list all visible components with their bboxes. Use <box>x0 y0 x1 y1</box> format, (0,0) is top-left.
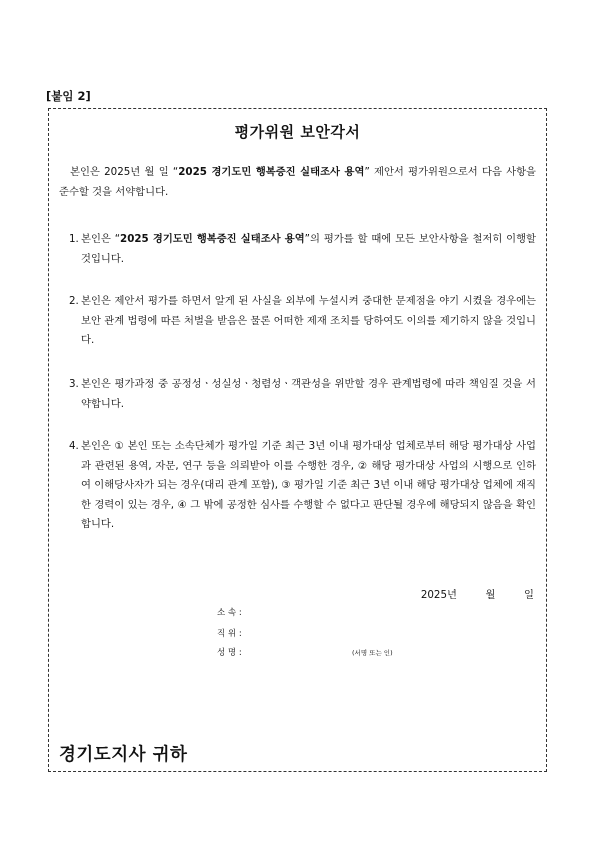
pledge-item-3 <box>69 375 536 414</box>
signature-name-label: 성 명 : <box>217 648 242 658</box>
signing-date <box>421 586 534 601</box>
signature-position-label: 직 위 : <box>217 629 242 639</box>
item-text: 본인은 제안서 평가를 하면서 알게 된 사실을 외부에 누설시켜 중대한 문제점을 야기 시켰을 경우에는 보안 관계 법령에 따른 처벌을 받음은 물론 어떠한 제재 조치를 당하여도 이의를 제기하지 않을 것입니다. <box>81 295 536 346</box>
pledge-item-4 <box>69 437 536 535</box>
item-text-pre: 본인은 “ <box>81 233 121 245</box>
item-number: 2. <box>69 295 79 307</box>
intro-post: ” 제안서 평가위원으로서 다음 사항을 준수할 것을 서약합니다. <box>59 166 536 198</box>
date-day: 일 <box>524 589 534 601</box>
date-month: 월 <box>485 589 496 601</box>
document-title: 평가위원 보안각서 <box>234 123 361 141</box>
pledge-form-frame <box>48 108 547 772</box>
item-number: 4. <box>69 440 79 452</box>
addressee: 경기도지사 귀하 <box>59 745 188 765</box>
intro-project-name: 2025 경기도민 행복증진 실태조사 용역 <box>178 166 365 178</box>
item-text: 본인은 ① 본인 또는 소속단체가 평가일 기준 최근 3년 이내 평가대상 업체로부터 해당 평가대상 사업과 관련된 용역, 자문, 연구 등을 의뢰받아 이를 수행한 경우, ② 해당 평가대상 사업의 시행으로 인하여 이해당사자가 되는 경우(대리 관계 포함), ③ 평가일 기준 최근 3년 이내 해당 평가대상 업체에 재직한 경력이 있는 경우, ④ 그 밖에 공정한 심사를 수행할 수 없다고 판단될 경우에 해당되지 않음을 확인합니다. <box>81 440 536 530</box>
pledge-item-2 <box>69 292 536 351</box>
intro-pre: 본인은 2025년 월 일 “ <box>70 166 179 178</box>
item-text: 본인은 평가과정 중 공정성ㆍ성실성ㆍ청렴성ㆍ객관성을 위반할 경우 관계법령에 따라 책임질 것을 서약합니다. <box>81 378 536 410</box>
item-project-name: 2025 경기도민 행복증진 실태조사 용역 <box>120 233 305 245</box>
attachment-label: [붙임 2] <box>46 89 91 103</box>
item-number: 3. <box>69 378 79 390</box>
pledge-item-1 <box>69 230 536 269</box>
intro-paragraph <box>59 162 536 202</box>
item-number: 1. <box>69 233 79 245</box>
signature-affiliation-label: 소 속 : <box>217 608 242 618</box>
date-year: 2025년 <box>420 589 457 601</box>
item-text-post: ”의 평가를 할 때에 모든 보안사항을 철저히 이행할 것입니다. <box>81 233 536 265</box>
signature-note: (서명 또는 인) <box>352 649 393 657</box>
